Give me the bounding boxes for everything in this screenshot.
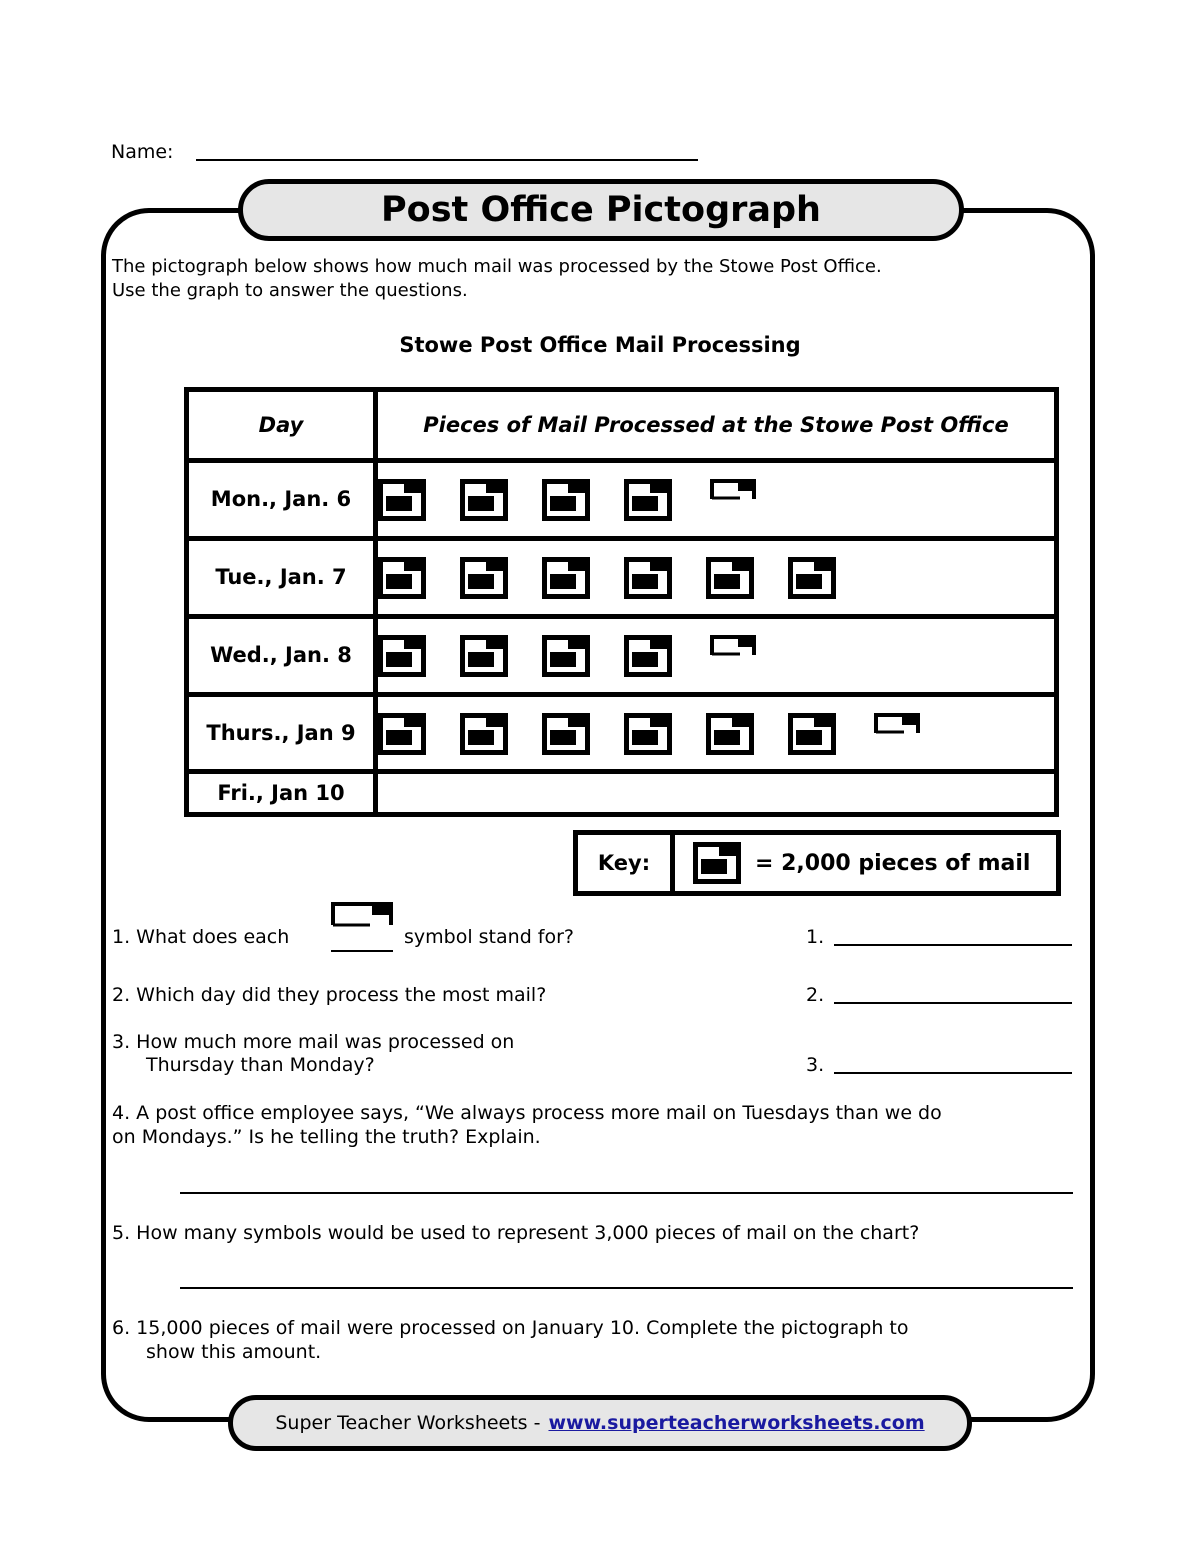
question-3-line-1: 3. How much more mail was processed on [112,1031,515,1053]
envelope-icon [542,635,590,677]
envelope-icon [542,713,590,755]
table-row [187,461,1057,539]
column-header-day: Day [187,390,376,461]
pictograph-key [573,830,1061,896]
symbol-slot [706,475,788,523]
row-day-label: Mon., Jan. 6 [187,461,376,539]
symbol-slot [460,709,542,757]
intro-line-2: Use the graph to answer the questions. [112,280,468,301]
question-6-line-2: show this amount. [146,1341,322,1363]
envelope-icon [693,842,741,884]
footer-brand: Super Teacher Worksheets - [275,1412,541,1434]
envelope-icon [706,557,754,599]
symbol-slot [542,631,624,679]
envelope-icon [624,635,672,677]
envelope-icon [378,479,426,521]
symbol-slot [460,475,542,523]
answer-2-number: 2. [806,984,825,1006]
row-symbols [376,616,1057,694]
symbol-slot [706,709,788,757]
symbol-slot [460,631,542,679]
question-4-line-2: on Mondays.” Is he telling the truth? Explain. [112,1126,541,1148]
name-input-line[interactable] [196,159,698,161]
row-symbols [376,538,1057,616]
row-symbols [376,461,1057,539]
half-envelope-icon [710,635,756,657]
key-text: = 2,000 pieces of mail [755,850,1031,876]
symbol-slot [378,553,460,601]
symbol-slot [624,475,706,523]
answer-1-number: 1. [806,926,825,948]
question-3-line-2: Thursday than Monday? [146,1054,375,1076]
symbol-slot [542,553,624,601]
answer-2-line[interactable] [834,1002,1072,1004]
envelope-icon [378,557,426,599]
answer-3-line[interactable] [834,1072,1072,1074]
question-4-line-1: 4. A post office employee says, “We always process more mail on Tuesdays than we do [112,1102,942,1124]
envelope-icon [460,713,508,755]
envelope-icon [624,479,672,521]
row-day-label: Thurs., Jan 9 [187,694,376,772]
answer-4-line[interactable] [180,1192,1073,1194]
question-2: 2. Which day did they process the most mail? [112,984,547,1006]
table-header-row [187,390,1057,461]
envelope-icon [706,713,754,755]
symbol-slot [542,475,624,523]
row-symbols [376,694,1057,772]
answer-1-line[interactable] [834,944,1072,946]
table-row [187,616,1057,694]
symbol-slot [378,709,460,757]
symbol-slot [624,553,706,601]
key-label: Key: [578,835,675,891]
row-day-label: Tue., Jan. 7 [187,538,376,616]
half-envelope-icon [330,901,394,953]
table-row [187,772,1057,815]
footer [228,1395,972,1451]
symbol-slot [460,553,542,601]
symbol-slot [788,553,870,601]
row-symbols[interactable] [376,772,1057,815]
symbol-slot [378,475,460,523]
symbol-slot [378,631,460,679]
row-day-label: Fri., Jan 10 [187,772,376,815]
row-day-label: Wed., Jan. 8 [187,616,376,694]
key-body [675,835,1056,891]
column-header-pieces: Pieces of Mail Processed at the Stowe Post Office [376,390,1057,461]
envelope-icon [788,557,836,599]
question-1-end: symbol stand for? [404,926,574,948]
envelope-icon [460,635,508,677]
symbol-slot [870,709,952,757]
symbol-slot [788,709,870,757]
envelope-icon [460,479,508,521]
envelope-icon [624,713,672,755]
question-6-line-1: 6. 15,000 pieces of mail were processed on January 10. Complete the pictograph to [112,1317,909,1339]
envelope-icon [460,557,508,599]
half-envelope-icon [710,479,756,501]
footer-link[interactable]: www.superteacherworksheets.com [548,1412,925,1434]
envelope-icon [542,557,590,599]
question-5: 5. How many symbols would be used to represent 3,000 pieces of mail on the chart? [112,1222,920,1244]
symbol-slot [624,631,706,679]
intro-text [112,255,1092,303]
table-row [187,538,1057,616]
intro-line-1: The pictograph below shows how much mail was processed by the Stowe Post Office. [112,256,882,277]
worksheet-title: Post Office Pictograph [238,179,964,241]
symbol-slot [542,709,624,757]
half-envelope-icon [874,713,920,735]
answer-3-number: 3. [806,1054,825,1076]
name-label: Name: [111,141,174,163]
envelope-icon [788,713,836,755]
envelope-icon [378,635,426,677]
symbol-slot [624,709,706,757]
question-1-start: 1. What does each [112,926,290,948]
symbol-slot [706,631,788,679]
pictograph-table [184,387,1059,817]
envelope-icon [378,713,426,755]
answer-5-line[interactable] [180,1287,1073,1289]
table-row [187,694,1057,772]
chart-title: Stowe Post Office Mail Processing [399,333,801,357]
symbol-slot [706,553,788,601]
envelope-icon [542,479,590,521]
envelope-icon [624,557,672,599]
